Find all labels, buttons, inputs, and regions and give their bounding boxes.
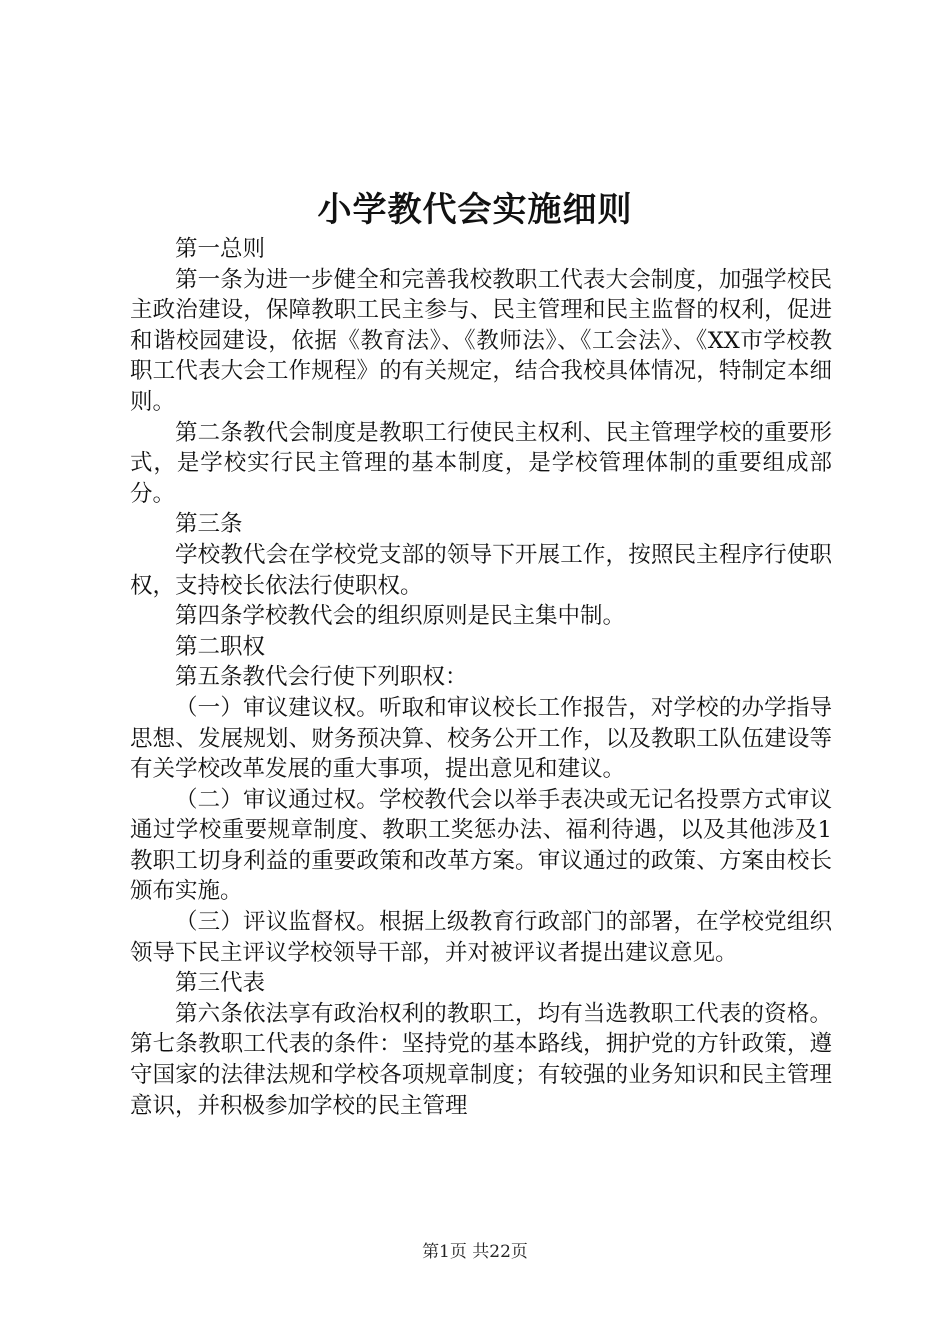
paragraph: 第六条依法享有政治权利的教职工，均有当选教职工代表的资格。第七条教职工代表的条件：坚持党的基本路线，拥护党的方针政策，遵守国家的法律法规和学校各项规章制度；有较强的业务知识和民主管理意识，并积极参加学校的民主管理 bbox=[130, 1000, 832, 1119]
paragraph: 第三代表 bbox=[175, 970, 266, 997]
paragraph: 第一总则 bbox=[175, 236, 266, 262]
paragraph: 第五条教代会行使下列职权： bbox=[175, 664, 468, 691]
paragraph: 第一条为进一步健全和完善我校教职工代表大会制度，加强学校民主政治建设，保障教职工民主参与、民主管理和民主监督的权利，促进和谐校园建设，依据《教育法》、《教师法》、《工会法》、《XX市学校教职工代表大会工作规程》的有关规定，结合我校具体情况，特制定本细则。 bbox=[130, 266, 832, 415]
document-body bbox=[130, 234, 832, 1121]
document-title: 小学教代会实施细则 bbox=[317, 190, 633, 230]
paragraph: 第二职权 bbox=[175, 633, 266, 660]
paragraph: （三）评议监督权。根据上级教育行政部门的部署，在学校党组织领导下民主评议学校领导干部，并对被评议者提出建议意见。 bbox=[130, 909, 832, 966]
paragraph: 学校教代会在学校党支部的领导下开展工作，按照民主程序行使职权，支持校长依法行使职权。 bbox=[130, 541, 832, 599]
paragraph: 第二条教代会制度是教职工行使民主权利、民主管理学校的重要形式，是学校实行民主管理的基本制度，是学校管理体制的重要组成部分。 bbox=[130, 419, 832, 507]
paragraph: （二）审议通过权。学校教代会以举手表决或无记名投票方式审议通过学校重要规章制度、教职工奖惩办法、福利待遇，以及其他涉及1教职工切身利益的重要政策和改革方案。审议通过的政策、方案由校长颁布实施。 bbox=[130, 786, 832, 905]
paragraph: 第四条学校教代会的组织原则是民主集中制。 bbox=[175, 603, 626, 630]
paragraph: （一）审议建议权。听取和审议校长工作报告，对学校的办学指导思想、发展规划、财务预决算、校务公开工作，以及教职工队伍建设等有关学校改革发展的重大事项，提出意见和建议。 bbox=[130, 694, 832, 783]
paragraph: 第三条 bbox=[175, 511, 243, 538]
page-footer: 第1页 共22页 bbox=[422, 1242, 528, 1262]
